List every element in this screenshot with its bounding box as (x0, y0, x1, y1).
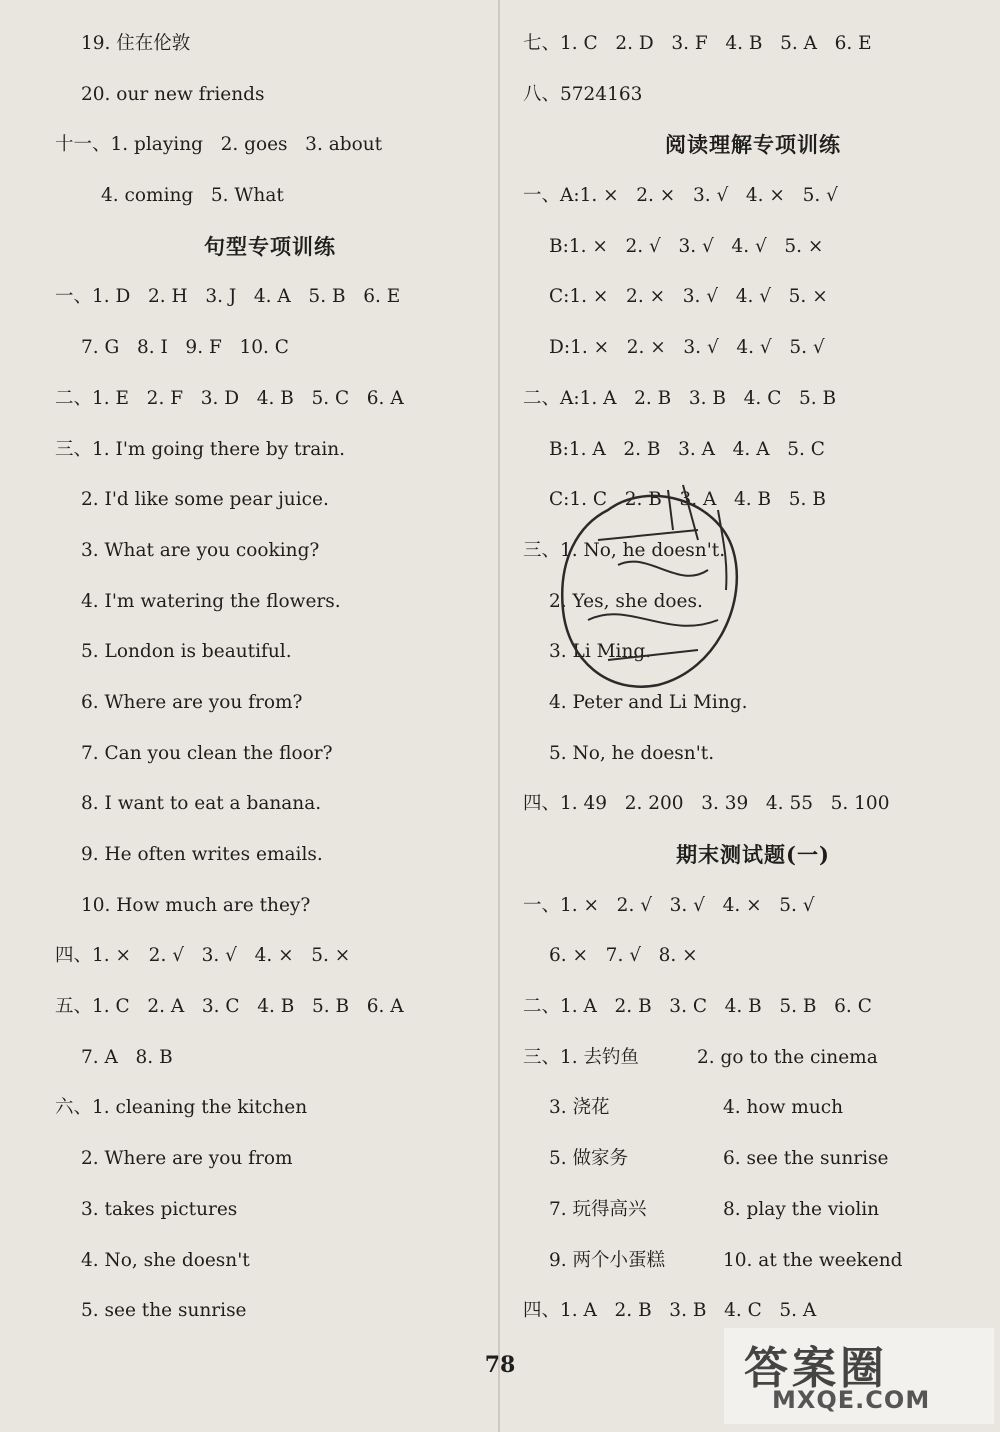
answer-item: 4. how much (723, 1097, 844, 1119)
answer-item: 3. 浇花 (549, 1097, 610, 1119)
answer-line (523, 1243, 983, 1294)
answer-line: 4. I'm watering the flowers. (81, 590, 341, 612)
answer-item: 9. 两个小蛋糕 (549, 1249, 666, 1271)
answer-line (523, 1040, 983, 1091)
answer-item: 8. play the violin (723, 1198, 880, 1220)
handwritten-stamp-watermark (548, 470, 748, 700)
answer-line: 10. How much are they? (81, 894, 311, 916)
answer-line: 三、1. I'm going there by train. (55, 438, 346, 460)
answer-line: 8. I want to eat a banana. (81, 793, 322, 815)
answer-line: 十一、1. playing 2. goes 3. about (55, 134, 383, 156)
logo-url: MXQE.COM (772, 1386, 931, 1414)
logo-title: 答案圈 (744, 1343, 888, 1394)
answer-line: B:1. × 2. √ 3. √ 4. √ 5. × (549, 235, 824, 257)
section-heading: 阅读理解专项训练 (665, 132, 841, 158)
answer-line: 二、1. A 2. B 3. C 4. B 5. B 6. C (523, 996, 872, 1018)
answer-line: 2. Where are you from (81, 1148, 293, 1170)
answer-item: 10. at the weekend (723, 1249, 903, 1271)
answer-line: 3. What are you cooking? (81, 539, 320, 561)
answer-line: 2. Yes, she does. (549, 590, 703, 612)
answer-line (523, 1141, 983, 1192)
answer-line: 七、1. C 2. D 3. F 4. B 5. A 6. E (523, 33, 872, 54)
answer-line: 4. coming 5. What (101, 185, 284, 207)
answer-line: 五、1. C 2. A 3. C 4. B 5. B 6. A (55, 996, 404, 1018)
answer-line: 二、A:1. A 2. B 3. B 4. C 5. B (523, 387, 837, 409)
answer-item: 7. 玩得高兴 (549, 1198, 647, 1220)
answer-line: 六、1. cleaning the kitchen (55, 1097, 308, 1119)
answer-line: C:1. C 2. B 3. A 4. B 5. B (549, 489, 826, 511)
answer-line: 9. He often writes emails. (81, 844, 323, 865)
answer-line: 一、1. × 2. √ 3. √ 4. × 5. √ (523, 894, 815, 916)
answer-item: 2. go to the cinema (697, 1046, 878, 1068)
answer-line: 2. I'd like some pear juice. (81, 489, 329, 511)
page-number: 78 (484, 1352, 516, 1378)
answer-line: 5. London is beautiful. (81, 641, 292, 663)
answer-line: C:1. × 2. × 3. √ 4. √ 5. × (549, 286, 828, 308)
answer-item: 三、1. 去钓鱼 (523, 1046, 640, 1068)
answer-line: 二、1. E 2. F 3. D 4. B 5. C 6. A (55, 387, 404, 409)
answer-line: 四、1. 49 2. 200 3. 39 4. 55 5. 100 (523, 793, 890, 815)
answer-line: 一、A:1. × 2. × 3. √ 4. × 5. √ (523, 185, 838, 207)
column-divider (498, 0, 500, 1432)
answer-line (523, 1192, 983, 1243)
answer-line: 一、1. D 2. H 3. J 4. A 5. B 6. E (55, 286, 401, 308)
site-logo-watermark (724, 1328, 994, 1424)
answer-line: 5. No, he doesn't. (549, 742, 715, 764)
answer-line: 3. takes pictures (81, 1198, 238, 1220)
answer-line: D:1. × 2. × 3. √ 4. √ 5. √ (549, 337, 825, 359)
answer-line: 四、1. × 2. √ 3. √ 4. × 5. × (55, 945, 351, 967)
answer-line (523, 1090, 983, 1141)
answer-line: 7. G 8. I 9. F 10. C (81, 337, 289, 359)
answer-line: 7. A 8. B (81, 1046, 173, 1068)
answer-line: 3. Li Ming. (549, 641, 652, 663)
answer-item: 5. 做家务 (549, 1148, 629, 1170)
section-heading: 期末测试题(一) (676, 842, 830, 867)
answer-line: 6. × 7. √ 8. × (549, 945, 698, 967)
section-heading: 句型专项训练 (204, 233, 336, 259)
answer-item: 6. see the sunrise (723, 1148, 889, 1170)
answer-line: 19. 住在伦敦 (81, 33, 191, 54)
answer-line: 四、1. A 2. B 3. B 4. C 5. A (523, 1300, 817, 1322)
answer-line: 5. see the sunrise (81, 1300, 247, 1322)
answer-line: 7. Can you clean the floor? (81, 742, 333, 764)
answer-line: 4. No, she doesn't (81, 1249, 250, 1271)
answer-line: 6. Where are you from? (81, 691, 303, 713)
answer-line: B:1. A 2. B 3. A 4. A 5. C (549, 438, 825, 460)
answer-line: 4. Peter and Li Ming. (549, 691, 748, 713)
answer-line: 20. our new friends (81, 83, 265, 105)
answer-line: 八、5724163 (523, 83, 643, 105)
left-column (55, 26, 485, 1344)
answer-line: 三、1. No, he doesn't. (523, 539, 726, 561)
